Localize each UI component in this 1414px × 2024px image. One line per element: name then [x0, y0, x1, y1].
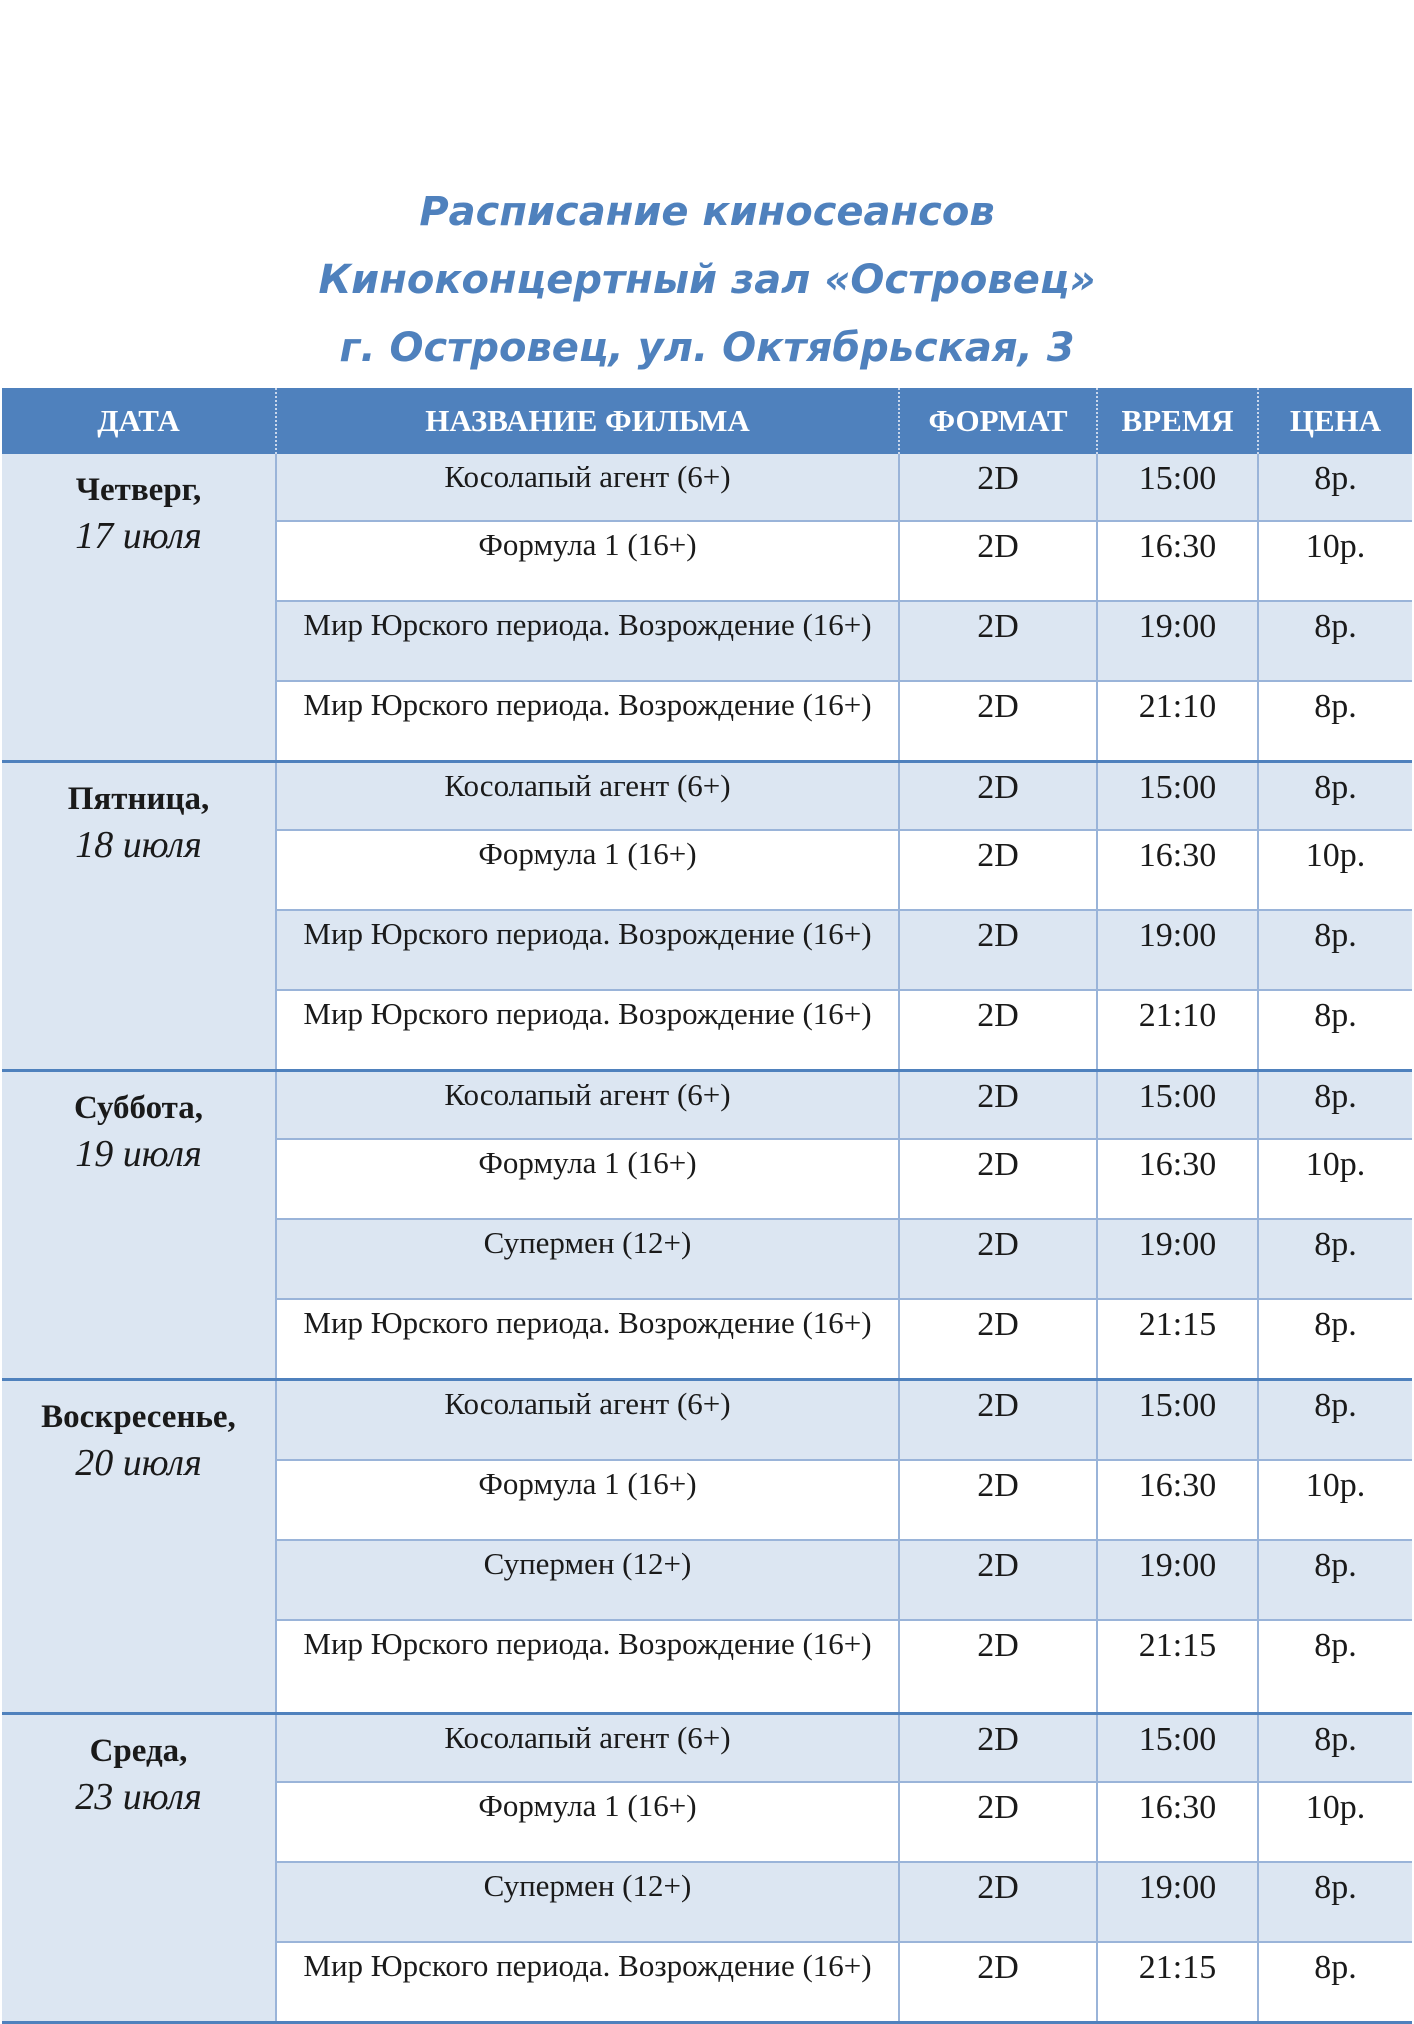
film-title: Мир Юрского периода. Возрождение (16+) [276, 910, 899, 990]
film-format: 2D [899, 1942, 1097, 2023]
day-name: Суббота, [73, 1090, 204, 1126]
ticket-price: 8р. [1258, 1540, 1412, 1620]
session-row [2, 454, 1412, 521]
ticket-price: 10р. [1258, 830, 1412, 910]
ticket-price: 10р. [1258, 1460, 1412, 1540]
session-time: 15:00 [1097, 762, 1258, 831]
film-format: 2D [899, 1714, 1097, 1783]
session-time: 16:30 [1097, 521, 1258, 601]
session-time: 16:30 [1097, 1139, 1258, 1219]
column-header-time: ВРЕМЯ [1097, 388, 1258, 454]
ticket-price: 8р. [1258, 1862, 1412, 1942]
session-time: 19:00 [1097, 1862, 1258, 1942]
ticket-price: 8р. [1258, 1380, 1412, 1461]
session-time: 19:00 [1097, 1219, 1258, 1299]
film-title: Мир Юрского периода. Возрождение (16+) [276, 990, 899, 1071]
film-title: Мир Юрского периода. Возрождение (16+) [276, 601, 899, 681]
day-date: 17 июля [75, 515, 202, 557]
session-time: 16:30 [1097, 830, 1258, 910]
film-format: 2D [899, 601, 1097, 681]
day-cell [2, 1714, 276, 2023]
ticket-price: 10р. [1258, 1782, 1412, 1862]
day-date: 18 июля [75, 824, 202, 866]
day-cell [2, 454, 276, 762]
ticket-price: 8р. [1258, 762, 1412, 831]
film-format: 2D [899, 990, 1097, 1071]
film-format: 2D [899, 1460, 1097, 1540]
film-format: 2D [899, 521, 1097, 601]
ticket-price: 8р. [1258, 1714, 1412, 1783]
day-date: 23 июля [75, 1776, 202, 1818]
session-time: 15:00 [1097, 1071, 1258, 1140]
film-format: 2D [899, 454, 1097, 521]
film-format: 2D [899, 1380, 1097, 1461]
film-title: Мир Юрского периода. Возрождение (16+) [276, 1620, 899, 1714]
day-cell [2, 762, 276, 1071]
film-title: Косолапый агент (6+) [276, 1380, 899, 1461]
film-title: Формула 1 (16+) [276, 521, 899, 601]
column-header-date: ДАТА [2, 388, 276, 454]
film-title: Мир Юрского периода. Возрождение (16+) [276, 1942, 899, 2023]
schedule-table [2, 388, 1412, 2024]
ticket-price: 8р. [1258, 1620, 1412, 1714]
film-title: Косолапый агент (6+) [276, 762, 899, 831]
film-title: Супермен (12+) [276, 1862, 899, 1942]
ticket-price: 8р. [1258, 910, 1412, 990]
film-format: 2D [899, 910, 1097, 990]
film-title: Формула 1 (16+) [276, 1460, 899, 1540]
ticket-price: 8р. [1258, 1071, 1412, 1140]
ticket-price: 8р. [1258, 681, 1412, 762]
film-format: 2D [899, 1782, 1097, 1862]
film-title: Формула 1 (16+) [276, 1139, 899, 1219]
film-format: 2D [899, 762, 1097, 831]
ticket-price: 8р. [1258, 990, 1412, 1071]
session-time: 19:00 [1097, 1540, 1258, 1620]
schedule-body [2, 454, 1412, 2023]
film-title: Косолапый агент (6+) [276, 1071, 899, 1140]
column-header-format: ФОРМАТ [899, 388, 1097, 454]
column-header-title: НАЗВАНИЕ ФИЛЬМА [276, 388, 899, 454]
film-format: 2D [899, 1139, 1097, 1219]
ticket-price: 8р. [1258, 454, 1412, 521]
ticket-price: 8р. [1258, 1942, 1412, 2023]
header-row [2, 388, 1412, 454]
film-format: 2D [899, 1862, 1097, 1942]
session-row [2, 762, 1412, 831]
film-format: 2D [899, 1620, 1097, 1714]
header-address: г. Островец, ул. Октябрьская, 3 [339, 325, 1075, 371]
header-title: Расписание киносеансов [419, 189, 995, 235]
session-row [2, 1714, 1412, 1783]
session-time: 15:00 [1097, 1714, 1258, 1783]
session-time: 16:30 [1097, 1782, 1258, 1862]
day-name: Воскресенье, [41, 1399, 236, 1435]
ticket-price: 8р. [1258, 1299, 1412, 1380]
film-title: Супермен (12+) [276, 1219, 899, 1299]
session-time: 21:15 [1097, 1942, 1258, 2023]
film-title: Мир Юрского периода. Возрождение (16+) [276, 1299, 899, 1380]
film-format: 2D [899, 681, 1097, 762]
ticket-price: 10р. [1258, 1139, 1412, 1219]
film-format: 2D [899, 1540, 1097, 1620]
day-name: Среда, [89, 1733, 188, 1769]
session-time: 21:10 [1097, 681, 1258, 762]
film-title: Косолапый агент (6+) [276, 1714, 899, 1783]
session-row [2, 1071, 1412, 1140]
film-format: 2D [899, 830, 1097, 910]
film-title: Формула 1 (16+) [276, 1782, 899, 1862]
day-name: Четверг, [75, 472, 202, 508]
film-format: 2D [899, 1071, 1097, 1140]
ticket-price: 8р. [1258, 1219, 1412, 1299]
day-cell [2, 1380, 276, 1714]
session-time: 21:15 [1097, 1299, 1258, 1380]
session-time: 19:00 [1097, 910, 1258, 990]
day-name: Пятница, [67, 781, 210, 817]
column-header-price: ЦЕНА [1258, 388, 1412, 454]
ticket-price: 10р. [1258, 521, 1412, 601]
schedule-header [0, 178, 1414, 382]
session-time: 21:15 [1097, 1620, 1258, 1714]
film-title: Мир Юрского периода. Возрождение (16+) [276, 681, 899, 762]
film-title: Супермен (12+) [276, 1540, 899, 1620]
session-time: 15:00 [1097, 1380, 1258, 1461]
session-time: 15:00 [1097, 454, 1258, 521]
day-date: 19 июля [75, 1133, 202, 1175]
session-time: 19:00 [1097, 601, 1258, 681]
day-cell [2, 1071, 276, 1380]
session-row [2, 1380, 1412, 1461]
day-date: 20 июля [75, 1442, 202, 1484]
session-time: 21:10 [1097, 990, 1258, 1071]
film-title: Формула 1 (16+) [276, 830, 899, 910]
header-venue: Киноконцертный зал «Островец» [318, 257, 1096, 303]
session-time: 16:30 [1097, 1460, 1258, 1540]
film-format: 2D [899, 1219, 1097, 1299]
ticket-price: 8р. [1258, 601, 1412, 681]
film-format: 2D [899, 1299, 1097, 1380]
film-title: Косолапый агент (6+) [276, 454, 899, 521]
